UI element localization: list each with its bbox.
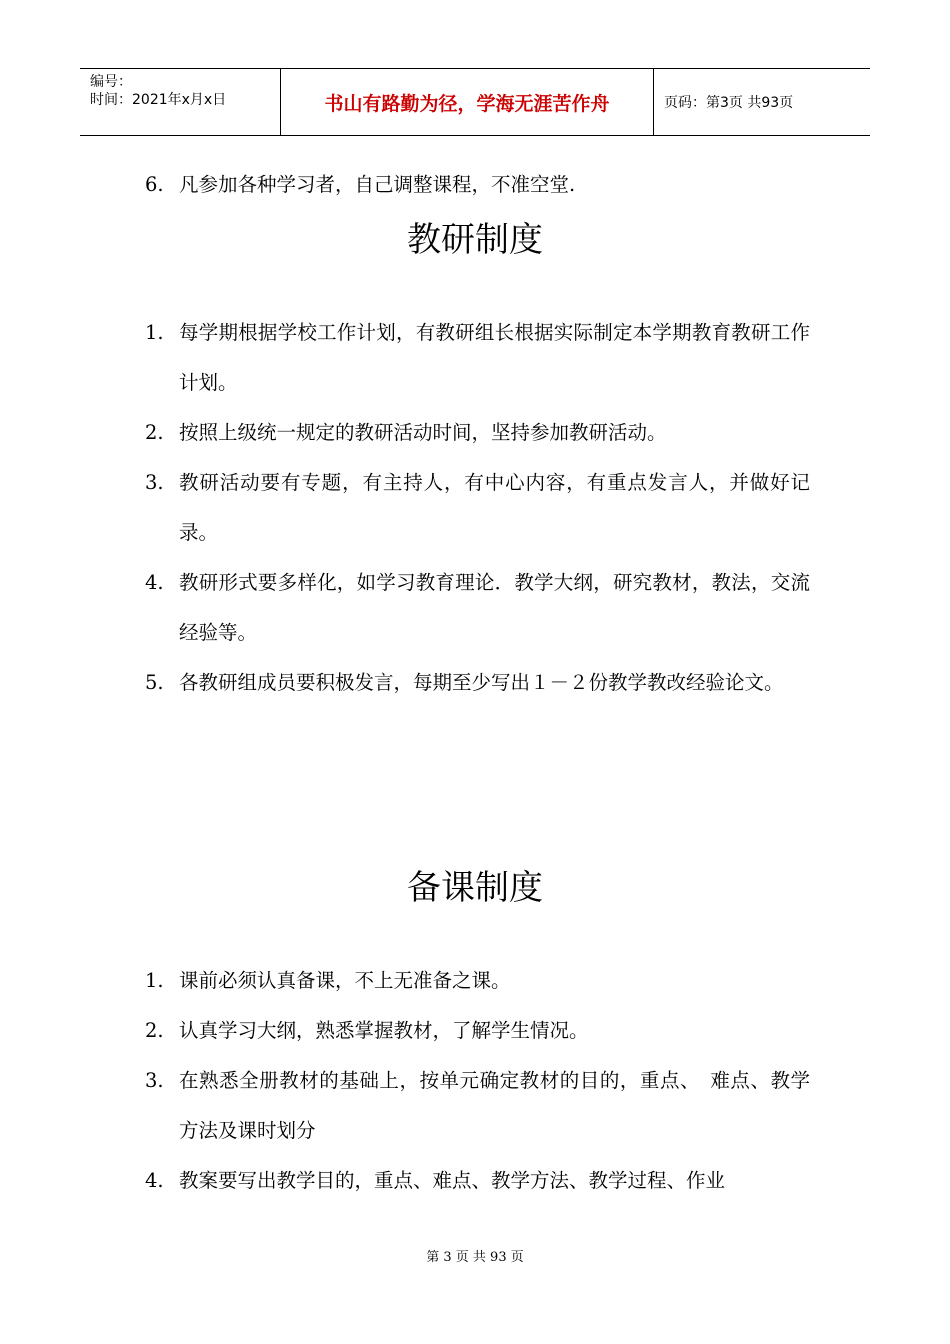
list-item-number: 4.: [145, 571, 164, 594]
list-item-text: 各教研组成员要积极发言，每期至少写出１－２份教学教改经验论文。: [179, 671, 784, 694]
list-item: [145, 308, 810, 408]
list-item-number: 1.: [145, 321, 164, 344]
section-title: 备课制度: [407, 868, 543, 908]
list-item-text: 按照上级统一规定的教研活动时间，坚持参加教研活动。: [179, 421, 667, 444]
section-title: 教研制度: [407, 220, 543, 260]
list-item-number: 3.: [145, 1069, 164, 1092]
list-item: [145, 558, 810, 658]
header-meta-cell: [80, 69, 281, 135]
list-item-text: 课前必须认真备课，不上无准备之课。: [179, 969, 511, 992]
list-item: [145, 1156, 810, 1206]
list-item: [145, 658, 810, 708]
list-item-text: 认真学习大纲，熟悉掌握教材，了解学生情况。: [179, 1019, 589, 1042]
list-item-number: 6.: [145, 173, 164, 196]
motto-text: 书山有路勤为径，学海无涯苦作舟: [324, 92, 610, 115]
list-item: [145, 408, 810, 458]
list-item-text: 在熟悉全册教材的基础上，按单元确定教材的目的，重点、 难点、教学方法及课时划分: [179, 1069, 810, 1142]
list-item-text: 教研活动要有专题，有主持人，有中心内容，有重点发言人，并做好记录。: [179, 471, 810, 544]
list-item: [145, 1006, 810, 1056]
list-item-number: 1.: [145, 969, 164, 992]
number-label: 编号：: [90, 74, 132, 90]
list-item: [145, 1056, 810, 1156]
list-item: [145, 458, 810, 558]
list-item-number: 4.: [145, 1169, 164, 1192]
list-item-number: 5.: [145, 671, 164, 694]
list-item-text: 教案要写出教学目的，重点、难点、教学方法、教学过程、作业: [179, 1169, 726, 1192]
list-item-number: 3.: [145, 471, 164, 494]
list-item: [145, 956, 810, 1006]
list-item-number: 2.: [145, 421, 164, 444]
motto-cell: [281, 69, 654, 135]
list-item-text: 每学期根据学校工作计划，有教研组长根据实际制定本学期教育教研工作计划。: [179, 321, 810, 394]
header-table: [80, 68, 870, 136]
list-item: [145, 160, 810, 210]
time-label: 时间：2021年x月x日: [90, 92, 227, 108]
page-footer: 第 3 页 共 93 页: [426, 1250, 524, 1265]
list-item-number: 2.: [145, 1019, 164, 1042]
list-item-text: 凡参加各种学习者，自己调整课程，不准空堂.: [179, 173, 576, 196]
page-info-text: 页码：第3页 共93页: [664, 95, 794, 111]
page-info-cell: [654, 69, 870, 135]
list-item-text: 教研形式要多样化，如学习教育理论．教学大纲，研究教材，教法，交流经验等。: [179, 571, 810, 644]
